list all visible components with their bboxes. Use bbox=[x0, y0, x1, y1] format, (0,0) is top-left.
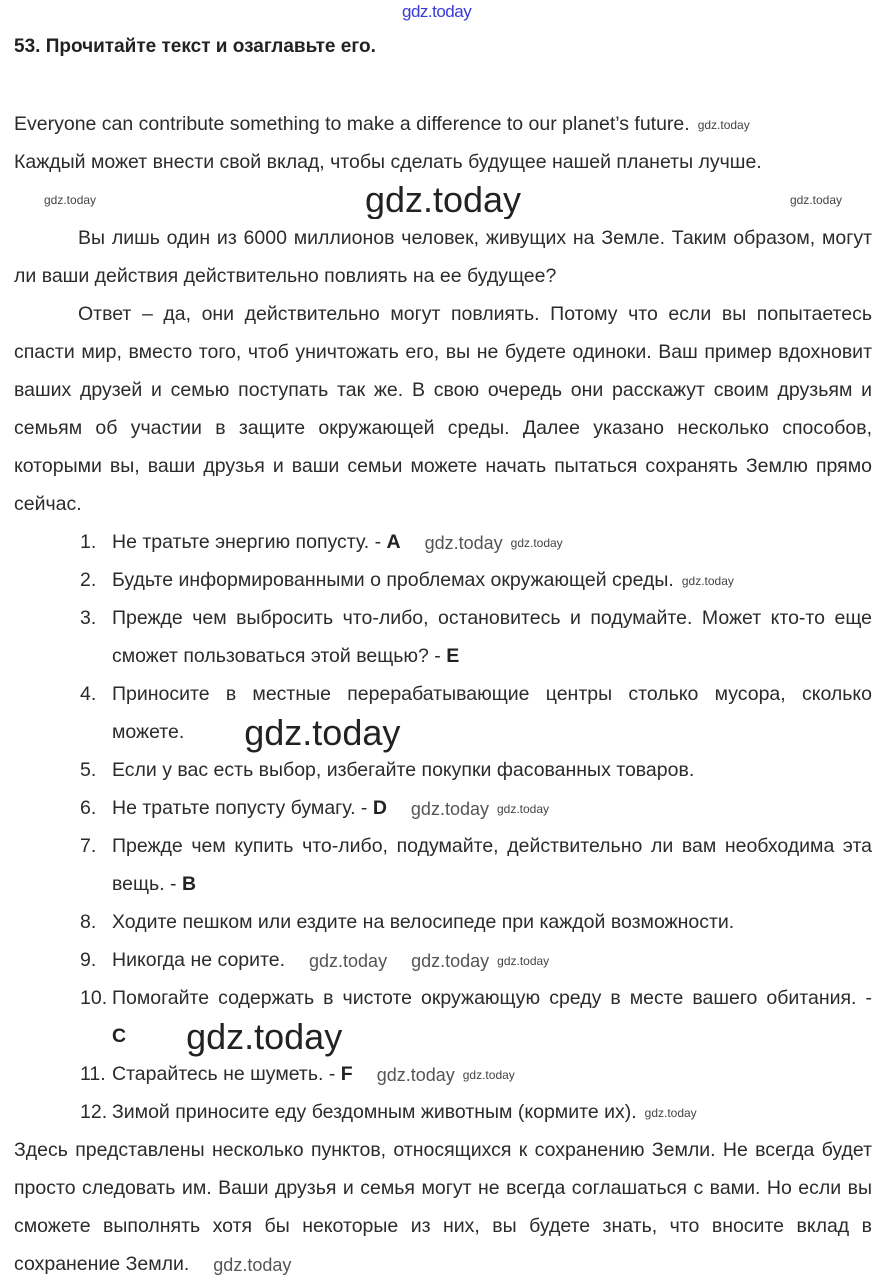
paragraph-2: Ответ – да, они действительно могут повлиять. Потому что если вы попытаетесь спасти мир, вместо того, чтоб уничтожать его, вы не будете одиноки. Ваш пример вдохновит ваших друзей и семью поступать так же. В свою очередь они расскажут своим друзьям и семьям об участии в защите окружающей среды. Далее указано несколько способов, которыми вы, ваши друзья и ваши семьи можете начать пытаться сохранять Землю прямо сейчас. bbox=[14, 303, 872, 515]
item-answer: E bbox=[446, 645, 460, 667]
watermark-large: gdz.today bbox=[364, 181, 522, 219]
item-text: Прежде чем выбросить что-либо, остановитесь и подумайте. Может кто-то еще сможет пользоваться этой вещью? - bbox=[112, 607, 872, 667]
watermark: gdz.today bbox=[462, 1067, 515, 1082]
watermark: gdz.today bbox=[496, 801, 550, 816]
watermark: gdz.today bbox=[376, 1064, 455, 1085]
item-number: 11. bbox=[80, 1063, 106, 1085]
item-text: Не тратьте энергию попусту. - bbox=[112, 531, 387, 553]
watermark: gdz.today bbox=[644, 1105, 697, 1120]
item-number: 2. bbox=[80, 569, 97, 591]
watermark: gdz.today bbox=[44, 193, 97, 207]
item-text: Зимой приносите еду бездомным животным (кормите их). bbox=[112, 1101, 637, 1123]
item-answer: D bbox=[372, 797, 387, 819]
item-text: Не тратьте попусту бумагу. - bbox=[112, 797, 373, 819]
paragraph-1: Вы лишь один из 6000 миллионов человек, живущих на Земле. Таким образом, могут ли ваши действия действительно повлиять на ее будущее? bbox=[14, 227, 872, 287]
list-item bbox=[14, 1093, 872, 1131]
list-item bbox=[14, 979, 872, 1055]
list-item bbox=[14, 903, 872, 941]
intro-english bbox=[14, 105, 872, 143]
item-text: Приносите в местные перерабатывающие центры столько мусора, сколько можете. bbox=[112, 683, 872, 743]
item-text: Ходите пешком или ездите на велосипеде при каждой возможности. bbox=[112, 911, 735, 933]
watermark: gdz.today bbox=[681, 573, 734, 588]
watermark-large: gdz.today bbox=[244, 711, 401, 753]
item-number: 12. bbox=[80, 1101, 108, 1123]
watermark: gdz.today bbox=[697, 117, 750, 132]
list-item bbox=[14, 675, 872, 751]
item-text: Никогда не сорите. bbox=[112, 949, 286, 971]
watermark: gdz.today bbox=[410, 798, 489, 819]
item-answer: A bbox=[386, 531, 401, 553]
item-text: Помогайте содержать в чистоте окружающую среду в месте вашего обитания. - bbox=[112, 987, 872, 1009]
list-item bbox=[14, 1055, 872, 1093]
item-number: 8. bbox=[80, 911, 97, 933]
watermark-top: gdz.today bbox=[402, 2, 472, 21]
conclusion-text: Здесь представлены несколько пунктов, относящихся к сохранению Земли. Не всегда будет просто следовать им. Ваши друзья и семья могут не всегда соглашаться с вами. Но если вы сможете выполнять хотя бы некоторые из них, вы будете знать, что вносите вклад в сохранение Земли. bbox=[14, 1139, 872, 1275]
exercise-title: 53. Прочитайте текст и озаглавьте его. bbox=[14, 36, 376, 57]
list-item bbox=[14, 789, 872, 827]
list-item bbox=[14, 941, 872, 979]
intro-english-text: Everyone can contribute something to make a difference to our planet’s future. bbox=[14, 113, 690, 135]
item-text: Будьте информированными о проблемах окружающей среды. bbox=[112, 569, 674, 591]
item-answer: C bbox=[112, 1025, 127, 1047]
watermark: gdz.today bbox=[309, 950, 388, 971]
list-item bbox=[14, 827, 872, 903]
item-text: Старайтесь не шуметь. - bbox=[112, 1063, 341, 1085]
document-body bbox=[14, 105, 872, 1283]
watermark: gdz.today bbox=[510, 535, 563, 550]
watermark: gdz.today bbox=[497, 953, 550, 968]
item-number: 7. bbox=[80, 835, 97, 857]
list-item bbox=[14, 561, 872, 599]
conclusion bbox=[14, 1131, 872, 1283]
watermark: gdz.today bbox=[213, 1254, 292, 1275]
item-number: 5. bbox=[80, 759, 97, 781]
watermark-large: gdz.today bbox=[186, 1015, 343, 1057]
item-number: 3. bbox=[80, 607, 97, 629]
item-number: 4. bbox=[80, 683, 97, 705]
watermark: gdz.today bbox=[789, 193, 842, 207]
list-item bbox=[14, 599, 872, 675]
item-number: 1. bbox=[80, 531, 97, 553]
item-text: Прежде чем купить что-либо, подумайте, действительно ли вам необходима эта вещь. - bbox=[112, 835, 872, 895]
list-item bbox=[14, 751, 872, 789]
intro-russian: Каждый может внести свой вклад, чтобы сделать будущее нашей планеты лучше. bbox=[14, 151, 762, 173]
item-number: 9. bbox=[80, 949, 97, 971]
item-answer: B bbox=[181, 873, 197, 895]
tips-list bbox=[14, 523, 872, 1131]
list-item bbox=[14, 523, 872, 561]
watermark: gdz.today bbox=[411, 950, 490, 971]
item-text: Если у вас есть выбор, избегайте покупки фасованных товаров. bbox=[112, 759, 695, 781]
watermark-row bbox=[14, 181, 872, 219]
item-number: 10. bbox=[80, 987, 108, 1009]
item-answer: F bbox=[340, 1063, 353, 1085]
watermark: gdz.today bbox=[424, 532, 503, 553]
item-number: 6. bbox=[80, 797, 97, 819]
